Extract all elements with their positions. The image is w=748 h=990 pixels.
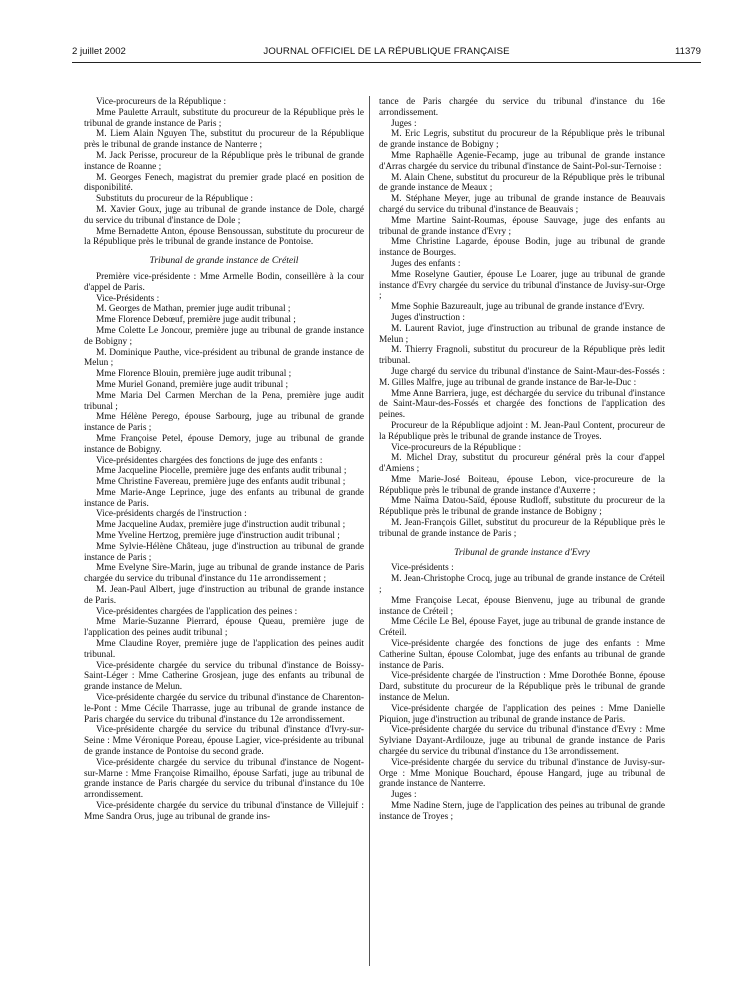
paragraph: Vice-présidente chargée de l'instruction : Mme Dorothée Bonne, épouse Dard, substitute du procureur de la République près le tribunal de grande instance de Melun.: [379, 671, 665, 704]
right-column: [379, 97, 665, 823]
paragraph: Mme Florence Debœuf, première juge audit tribunal ;: [96, 315, 296, 326]
paragraph: Vice-présidente chargée du service du tribunal d'instance d'Ivry-sur-Seine : Mme Véronique Poreau, épouse Lagier, vice-présidente au tribunal de grande instance de Pontoise du second grade.: [84, 725, 364, 758]
paragraph: Vice-présidents :: [391, 563, 454, 574]
paragraph: M. Michel Dray, substitut du procureur général près la cour d'appel d'Amiens ;: [379, 453, 665, 475]
paragraph: Vice-présidente chargée du service du tribunal d'instance d'Evry : Mme Sylviane Dayant-Ardilouze, juge au tribunal de grande instance de Paris chargée du service du tribunal d'instance du 13e arrondissement.: [379, 725, 665, 758]
paragraph: Mme Françoise Lecat, épouse Bienvenu, juge au tribunal de grande instance de Créteil ;: [379, 595, 665, 617]
paragraph: Juges des enfants :: [391, 258, 461, 269]
paragraph: Vice-présidente chargée du service du tribunal d'instance de Boissy-Saint-Léger : Mme Catherine Grosjean, juge des enfants au tribunal de grande instance de Melun.: [84, 660, 364, 693]
paragraph: M. Jean-Paul Albert, juge d'instruction au tribunal de grande instance de Paris.: [84, 585, 364, 606]
section-heading: Tribunal de grande instance d'Evry: [454, 546, 590, 558]
paragraph: Mme Bernadette Anton, épouse Bensoussan, substitute du procureur de la République près le tribunal de grande instance de Pontoise.: [84, 226, 364, 248]
paragraph: Vice-présidente chargée du service du tribunal d'instance de Villejuif : Mme Sandra Orus, juge au tribunal de grande ins-: [84, 801, 364, 822]
continued-paragraph: tance de Paris chargée du service du tribunal d'instance du 16e arrondissement.: [379, 97, 665, 118]
paragraph: Mme Naïma Datou-Saïd, épouse Rudloff, substitute du procureur de la République près le tribunal de grande instance de Bobigny ;: [379, 496, 665, 518]
paragraph: Mme Roselyne Gautier, épouse Le Loarer, juge au tribunal de grande instance d'Evry chargée du service du tribunal d'instance de Juvisy-sur-Orge ;: [379, 269, 665, 302]
paragraph: Mme Marie-Ange Leprince, juge des enfants au tribunal de grande instance de Paris.: [84, 487, 364, 509]
paragraph: Vice-présidentes chargées de l'application des peines :: [96, 606, 298, 617]
paragraph: M. Georges Fenech, magistrat du premier grade placé en position de disponibilité.: [84, 172, 364, 194]
paragraph: Juges d'instruction :: [391, 312, 465, 323]
paragraph: Mme Christine Lagarde, épouse Bodin, juge au tribunal de grande instance de Bourges.: [379, 237, 665, 259]
paragraph: Substituts du procureur de la République :: [96, 194, 253, 205]
paragraph: M. Xavier Goux, juge au tribunal de grande instance de Dole, chargé du service du tribunal d'instance de Dole ;: [84, 204, 364, 226]
paragraph: Mme Jacqueline Audax, première juge d'instruction audit tribunal ;: [96, 520, 346, 531]
paragraph: Vice-procureurs de la République :: [391, 442, 522, 453]
paragraph: Mme Jacqueline Piocelle, première juge des enfants audit tribunal ;: [96, 466, 347, 477]
paragraph: Mme Sophie Bazureault, juge au tribunal de grande instance d'Evry.: [391, 302, 645, 313]
paragraph: M. Eric Legris, substitut du procureur de la République près le tribunal de grande instance de Bobigny ;: [379, 129, 665, 151]
paragraph: Mme Paulette Arrault, substitute du procureur de la République près le tribunal de grande instance de Paris ;: [84, 107, 364, 129]
publication-date: 2 juillet 2002: [72, 46, 126, 57]
paragraph: Juges :: [391, 118, 417, 129]
paragraph: Mme Cécile Le Bel, épouse Fayet, juge au tribunal de grande instance de Créteil.: [379, 617, 665, 639]
paragraph: M. Jack Perisse, procureur de la République près le tribunal de grande instance de Roanne ;: [84, 150, 364, 172]
paragraph: Mme Yveline Hertzog, première juge d'instruction audit tribunal ;: [96, 531, 340, 542]
paragraph: M. Dominique Pauthe, vice-président au tribunal de grande instance de Melun ;: [84, 347, 364, 369]
journal-title: JOURNAL OFFICIEL DE LA RÉPUBLIQUE FRANÇAISE: [263, 46, 510, 57]
paragraph: Vice-Présidents :: [96, 293, 160, 304]
paragraph: Juges :: [391, 790, 417, 801]
paragraph: Vice-présidente chargée du service du tribunal d'instance de Nogent-sur-Marne : Mme Françoise Rimailho, épouse Sarfati, juge au tribunal de grande instance de Paris chargée du service du tribunal d'instance du 10e arrondissement.: [84, 757, 364, 801]
paragraph: Vice-présidentes chargées des fonctions de juge des enfants :: [96, 455, 323, 466]
paragraph: M. Jean-François Gillet, substitut du procureur de la République près le tribunal de grande instance de Paris ;: [379, 518, 665, 539]
paragraph: Mme Nadine Stern, juge de l'application des peines au tribunal de grande instance de Troyes ;: [379, 801, 665, 822]
paragraph: M. Georges de Mathan, premier juge audit tribunal ;: [96, 304, 291, 315]
paragraph: Mme Maria Del Carmen Merchan de la Pena, première juge audit tribunal ;: [84, 390, 364, 412]
paragraph: Mme Anne Barriera, juge, est déchargée du service du tribunal d'instance de Saint-Maur-des-Fossés et chargée des fonctions de l'application des peines.: [379, 388, 665, 421]
paragraph: Mme Marie-Suzanne Pierrard, épouse Queau, première juge de l'application des peines audit tribunal ;: [84, 617, 364, 639]
page-number: 11379: [675, 46, 701, 57]
paragraph: M. Liem Alain Nguyen The, substitut du procureur de la République près le tribunal de grande instance de Nanterre ;: [84, 129, 364, 151]
paragraph: Vice-présidente chargée du service du tribunal d'instance de Juvisy-sur-Orge : Mme Monique Bouchard, épouse Hangard, juge au tribunal de grande instance de Nanterre.: [379, 757, 665, 790]
paragraph: Mme Florence Blouin, première juge audit tribunal ;: [96, 369, 292, 380]
paragraph: Procureur de la République adjoint : M. Jean-Paul Content, procureur de la République près le tribunal de grande instance de Troyes.: [379, 420, 665, 442]
paragraph: Vice-présidente chargée du service du tribunal d'instance de Charenton-le-Pont : Mme Cécile Tharrasse, juge au tribunal de grande instance de Paris chargée du service du tribunal d'instance du 12e arrondissement.: [84, 693, 364, 725]
page-header: [72, 46, 701, 60]
left-column: [84, 97, 364, 823]
paragraph: Mme Colette Le Joncour, première juge au tribunal de grande instance de Bobigny ;: [84, 325, 364, 347]
paragraph: Première vice-présidente : Mme Armelle Bodin, conseillère à la cour d'appel de Paris.: [84, 271, 364, 293]
paragraph: M. Alain Chene, substitut du procureur de la République près le tribunal de grande instance de Meaux ;: [379, 172, 665, 194]
header-rule: [72, 62, 701, 63]
paragraph: M. Laurent Raviot, juge d'instruction au tribunal de grande instance de Melun ;: [379, 323, 665, 345]
paragraph: Mme Muriel Gonand, première juge audit tribunal ;: [96, 379, 289, 390]
paragraph: Mme Marie-José Boiteau, épouse Lebon, vice-procureure de la République près le tribunal de grande instance d'Auxerre ;: [379, 474, 665, 496]
paragraph: Mme Hélène Perego, épouse Sarbourg, juge au tribunal de grande instance de Paris ;: [84, 412, 364, 434]
section-heading: Tribunal de grande instance de Créteil: [149, 255, 299, 267]
paragraph: Vice-présidents chargés de l'instruction :: [96, 509, 247, 520]
paragraph: Mme Sylvie-Hélène Château, juge d'instruction au tribunal de grande instance de Paris ;: [84, 541, 364, 563]
paragraph: Mme Claudine Royer, première juge de l'application des peines audit tribunal.: [84, 639, 364, 660]
paragraph: Juge chargé du service du tribunal d'instance de Saint-Maur-des-Fossés : M. Gilles Malfre, juge au tribunal de grande instance de Bar-le-Duc :: [379, 366, 665, 388]
paragraph: Vice-présidente chargée des fonctions de juge des enfants : Mme Catherine Sultan, épouse Colombat, juge des enfants au tribunal de grande instance de Paris.: [379, 639, 665, 671]
paragraph: Mme Raphaëlle Agenie-Fecamp, juge au tribunal de grande instance d'Arras chargée du service du tribunal d'instance de Saint-Pol-sur-Ternoise :: [379, 150, 665, 172]
paragraph: Mme Martine Saint-Roumas, épouse Sauvage, juge des enfants au tribunal de grande instance d'Evry ;: [379, 215, 665, 237]
paragraph: Vice-présidente chargée de l'application des peines : Mme Danielle Piquion, juge d'instruction au tribunal de grande instance de Paris.: [379, 703, 665, 725]
column-divider: [369, 96, 370, 966]
paragraph: M. Jean-Christophe Crocq, juge au tribunal de grande instance de Créteil ;: [379, 574, 665, 596]
paragraph: Vice-procureurs de la République :: [96, 97, 227, 107]
paragraph: Mme Evelyne Sire-Marin, juge au tribunal de grande instance de Paris chargée du service du tribunal d'instance du 11e arrondissement ;: [84, 563, 364, 585]
paragraph: M. Stéphane Meyer, juge au tribunal de grande instance de Beauvais chargé du service du tribunal d'instance de Beauvais ;: [379, 194, 665, 215]
paragraph: Mme Christine Favereau, première juge des enfants audit tribunal ;: [96, 477, 346, 488]
paragraph: Mme Françoise Petel, épouse Demory, juge au tribunal de grande instance de Bobigny.: [84, 433, 364, 455]
paragraph: M. Thierry Fragnoli, substitut du procureur de la République près ledit tribunal.: [379, 345, 665, 367]
